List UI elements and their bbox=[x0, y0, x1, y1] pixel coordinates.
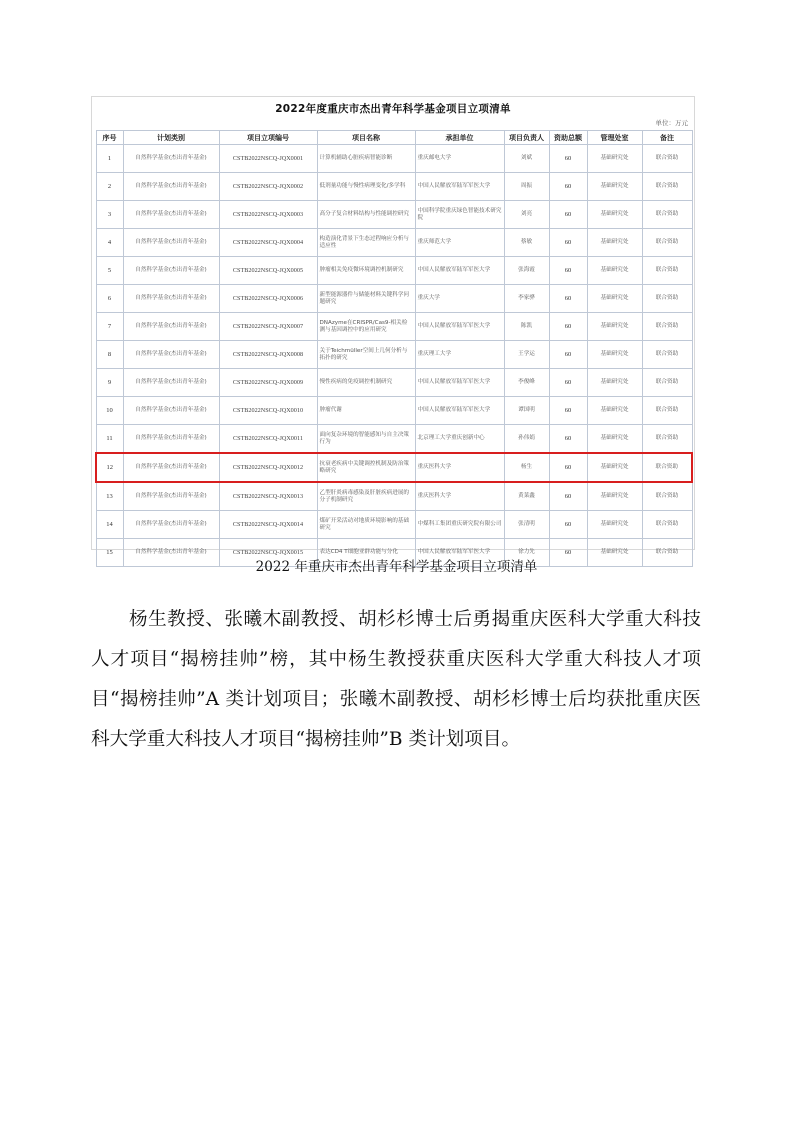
table-row bbox=[96, 369, 692, 397]
remark-cell: 联合资助 bbox=[642, 285, 692, 313]
host-institution-cell: 中国人民解放军陆军军医大学 bbox=[415, 313, 504, 341]
principal-investigator-cell: 孙伟娟 bbox=[504, 425, 549, 454]
management-office-cell: 基础研究处 bbox=[587, 173, 642, 201]
plan-category-cell: 自然科学基金(杰出青年基金) bbox=[123, 257, 219, 285]
remark-cell: 联合资助 bbox=[642, 173, 692, 201]
principal-investigator-cell: 张清明 bbox=[504, 511, 549, 539]
remark-cell: 联合资助 bbox=[642, 341, 692, 369]
table-row bbox=[96, 229, 692, 257]
management-office-cell: 基础研究处 bbox=[587, 341, 642, 369]
remark-cell: 联合资助 bbox=[642, 511, 692, 539]
management-office-cell: 基础研究处 bbox=[587, 201, 642, 229]
table-title: 2022年度重庆市杰出青年科学基金项目立项清单 bbox=[275, 103, 511, 115]
principal-investigator-cell: 杨生 bbox=[504, 453, 549, 482]
principal-investigator-cell: 李俊峰 bbox=[504, 369, 549, 397]
row-number-cell: 10 bbox=[96, 397, 123, 425]
principal-investigator-cell: 黄菜鑫 bbox=[504, 482, 549, 511]
management-office-cell: 基础研究处 bbox=[587, 229, 642, 257]
remark-cell: 联合资助 bbox=[642, 482, 692, 511]
project-name-cell: 低剂量功能与慢性病理变化/多学科 bbox=[317, 173, 415, 201]
plan-category-cell: 自然科学基金(杰出青年基金) bbox=[123, 285, 219, 313]
column-header: 计划类别 bbox=[123, 131, 219, 145]
table-row bbox=[96, 145, 692, 173]
management-office-cell: 基础研究处 bbox=[587, 145, 642, 173]
project-name-cell: 肿瘤代谢 bbox=[317, 397, 415, 425]
funding-amount-cell: 60 bbox=[549, 257, 587, 285]
table-row bbox=[96, 257, 692, 285]
project-name-cell: DNAzyme在CRISPR/Cas9-相关检测与基因调控中的应用研究 bbox=[317, 313, 415, 341]
table-header-row bbox=[96, 131, 692, 145]
table-row bbox=[96, 285, 692, 313]
plan-category-cell: 自然科学基金(杰出青年基金) bbox=[123, 453, 219, 482]
row-number-cell: 1 bbox=[96, 145, 123, 173]
plan-category-cell: 自然科学基金(杰出青年基金) bbox=[123, 539, 219, 567]
project-code-cell: CSTB2022NSCQ-JQX0007 bbox=[219, 313, 317, 341]
row-number-cell: 6 bbox=[96, 285, 123, 313]
row-number-cell: 12 bbox=[96, 453, 123, 482]
project-name-cell: 煤矿开采活动对地质环境影响的基础研究 bbox=[317, 511, 415, 539]
principal-investigator-cell: 谭国明 bbox=[504, 397, 549, 425]
project-code-cell: CSTB2022NSCQ-JQX0001 bbox=[219, 145, 317, 173]
plan-category-cell: 自然科学基金(杰出青年基金) bbox=[123, 313, 219, 341]
host-institution-cell: 中国人民解放军陆军军医大学 bbox=[415, 539, 504, 567]
row-number-cell: 5 bbox=[96, 257, 123, 285]
project-name-cell: 慢性疾病的免疫调控机制研究 bbox=[317, 369, 415, 397]
column-header: 项目名称 bbox=[317, 131, 415, 145]
project-table bbox=[95, 130, 693, 567]
plan-category-cell: 自然科学基金(杰出青年基金) bbox=[123, 201, 219, 229]
management-office-cell: 基础研究处 bbox=[587, 425, 642, 454]
funding-amount-cell: 60 bbox=[549, 369, 587, 397]
project-name-cell: 面向复杂环境的智能感知与自主决策行为 bbox=[317, 425, 415, 454]
column-header: 序号 bbox=[96, 131, 123, 145]
plan-category-cell: 自然科学基金(杰出青年基金) bbox=[123, 511, 219, 539]
host-institution-cell: 北京理工大学重庆创新中心 bbox=[415, 425, 504, 454]
table-row bbox=[96, 397, 692, 425]
funding-amount-cell: 60 bbox=[549, 453, 587, 482]
host-institution-cell: 重庆理工大学 bbox=[415, 341, 504, 369]
column-header: 管理处室 bbox=[587, 131, 642, 145]
project-name-cell: 抗衰老疾病中关键调控机制及防治策略研究 bbox=[317, 453, 415, 482]
principal-investigator-cell: 周振 bbox=[504, 173, 549, 201]
principal-investigator-cell: 王学运 bbox=[504, 341, 549, 369]
management-office-cell: 基础研究处 bbox=[587, 313, 642, 341]
project-code-cell: CSTB2022NSCQ-JQX0015 bbox=[219, 539, 317, 567]
project-code-cell: CSTB2022NSCQ-JQX0011 bbox=[219, 425, 317, 454]
table-row bbox=[96, 482, 692, 511]
host-institution-cell: 重庆医科大学 bbox=[415, 453, 504, 482]
table-row bbox=[96, 425, 692, 454]
plan-category-cell: 自然科学基金(杰出青年基金) bbox=[123, 482, 219, 511]
funding-amount-cell: 60 bbox=[549, 313, 587, 341]
principal-investigator-cell: 刘亮 bbox=[504, 201, 549, 229]
project-code-cell: CSTB2022NSCQ-JQX0009 bbox=[219, 369, 317, 397]
row-number-cell: 4 bbox=[96, 229, 123, 257]
remark-cell: 联合资助 bbox=[642, 369, 692, 397]
project-code-cell: CSTB2022NSCQ-JQX0008 bbox=[219, 341, 317, 369]
table-row bbox=[96, 173, 692, 201]
host-institution-cell: 中国人民解放军陆军军医大学 bbox=[415, 369, 504, 397]
management-office-cell: 基础研究处 bbox=[587, 369, 642, 397]
project-name-cell: 高分子复合材料结构与性能调控研究 bbox=[317, 201, 415, 229]
project-code-cell: CSTB2022NSCQ-JQX0013 bbox=[219, 482, 317, 511]
remark-cell: 联合资助 bbox=[642, 539, 692, 567]
funding-amount-cell: 60 bbox=[549, 482, 587, 511]
host-institution-cell: 重庆师范大学 bbox=[415, 229, 504, 257]
project-code-cell: CSTB2022NSCQ-JQX0004 bbox=[219, 229, 317, 257]
table-row bbox=[96, 453, 692, 482]
figure-caption: 2022 年重庆市杰出青年科学基金项目立项清单 bbox=[255, 559, 538, 575]
principal-investigator-cell: 徐力先 bbox=[504, 539, 549, 567]
row-number-cell: 14 bbox=[96, 511, 123, 539]
principal-investigator-cell: 李家骅 bbox=[504, 285, 549, 313]
table-row bbox=[96, 201, 692, 229]
remark-cell: 联合资助 bbox=[642, 313, 692, 341]
host-institution-cell: 中国人民解放军陆军军医大学 bbox=[415, 257, 504, 285]
management-office-cell: 基础研究处 bbox=[587, 453, 642, 482]
management-office-cell: 基础研究处 bbox=[587, 482, 642, 511]
column-header: 备注 bbox=[642, 131, 692, 145]
remark-cell: 联合资助 bbox=[642, 425, 692, 454]
host-institution-cell: 中煤科工集团重庆研究院有限公司 bbox=[415, 511, 504, 539]
remark-cell: 联合资助 bbox=[642, 229, 692, 257]
management-office-cell: 基础研究处 bbox=[587, 397, 642, 425]
funding-amount-cell: 60 bbox=[549, 425, 587, 454]
management-office-cell: 基础研究处 bbox=[587, 257, 642, 285]
plan-category-cell: 自然科学基金(杰出青年基金) bbox=[123, 397, 219, 425]
project-code-cell: CSTB2022NSCQ-JQX0010 bbox=[219, 397, 317, 425]
project-name-cell: 肿瘤相关免疫微环境调控机制研究 bbox=[317, 257, 415, 285]
remark-cell: 联合资助 bbox=[642, 257, 692, 285]
project-code-cell: CSTB2022NSCQ-JQX0006 bbox=[219, 285, 317, 313]
host-institution-cell: 重庆邮电大学 bbox=[415, 145, 504, 173]
plan-category-cell: 自然科学基金(杰出青年基金) bbox=[123, 341, 219, 369]
project-code-cell: CSTB2022NSCQ-JQX0003 bbox=[219, 201, 317, 229]
article-paragraph: 杨生教授、张曦木副教授、胡杉杉博士后勇揭重庆医科大学重大科技人才项目“揭榜挂帅”榜，其中杨生教授获重庆医科大学重大科技人才项目“揭榜挂帅”A 类计划项目；张曦木副教授、胡杉杉博士后均获批重庆医科大学重大科技人才项目“揭榜挂帅”B 类计划项目。 bbox=[91, 609, 701, 750]
column-header: 承担单位 bbox=[415, 131, 504, 145]
management-office-cell: 基础研究处 bbox=[587, 511, 642, 539]
column-header: 资助总额 bbox=[549, 131, 587, 145]
column-header: 项目立项编号 bbox=[219, 131, 317, 145]
project-name-cell: 新型能源器件与储能材料关键科学问题研究 bbox=[317, 285, 415, 313]
project-code-cell: CSTB2022NSCQ-JQX0014 bbox=[219, 511, 317, 539]
row-number-cell: 11 bbox=[96, 425, 123, 454]
plan-category-cell: 自然科学基金(杰出青年基金) bbox=[123, 369, 219, 397]
principal-investigator-cell: 陈凯 bbox=[504, 313, 549, 341]
project-list-table-image bbox=[91, 96, 695, 556]
project-name-cell: 表达CD4 T细胞亚群功能与分化 bbox=[317, 539, 415, 567]
table-row bbox=[96, 341, 692, 369]
row-number-cell: 13 bbox=[96, 482, 123, 511]
principal-investigator-cell: 刘斌 bbox=[504, 145, 549, 173]
project-name-cell: 乙型肝炎病毒感染及肝脏疾病进展的分子机制研究 bbox=[317, 482, 415, 511]
management-office-cell: 基础研究处 bbox=[587, 539, 642, 567]
row-number-cell: 2 bbox=[96, 173, 123, 201]
principal-investigator-cell: 蔡敏 bbox=[504, 229, 549, 257]
funding-amount-cell: 60 bbox=[549, 145, 587, 173]
project-name-cell: 关于Teichmüller空间上几何分析与拓扑的研究 bbox=[317, 341, 415, 369]
row-number-cell: 9 bbox=[96, 369, 123, 397]
remark-cell: 联合资助 bbox=[642, 201, 692, 229]
plan-category-cell: 自然科学基金(杰出青年基金) bbox=[123, 229, 219, 257]
table-row bbox=[96, 313, 692, 341]
plan-category-cell: 自然科学基金(杰出青年基金) bbox=[123, 425, 219, 454]
funding-amount-cell: 60 bbox=[549, 285, 587, 313]
management-office-cell: 基础研究处 bbox=[587, 285, 642, 313]
table-row bbox=[96, 511, 692, 539]
project-name-cell: 构造演化背景下生态过程响应分析与适应性 bbox=[317, 229, 415, 257]
column-header: 项目负责人 bbox=[504, 131, 549, 145]
host-institution-cell: 中国科学院重庆绿色智能技术研究院 bbox=[415, 201, 504, 229]
funding-amount-cell: 60 bbox=[549, 201, 587, 229]
project-code-cell: CSTB2022NSCQ-JQX0005 bbox=[219, 257, 317, 285]
funding-amount-cell: 60 bbox=[549, 341, 587, 369]
funding-amount-cell: 60 bbox=[549, 229, 587, 257]
funding-amount-cell: 60 bbox=[549, 539, 587, 567]
row-number-cell: 3 bbox=[96, 201, 123, 229]
principal-investigator-cell: 张海霞 bbox=[504, 257, 549, 285]
host-institution-cell: 中国人民解放军陆军军医大学 bbox=[415, 397, 504, 425]
row-number-cell: 8 bbox=[96, 341, 123, 369]
remark-cell: 联合资助 bbox=[642, 397, 692, 425]
unit-note: 单位：万元 bbox=[655, 119, 688, 127]
funding-amount-cell: 60 bbox=[549, 397, 587, 425]
funding-amount-cell: 60 bbox=[549, 511, 587, 539]
project-name-cell: 计算机辅助心脏疾病智能诊断 bbox=[317, 145, 415, 173]
remark-cell: 联合资助 bbox=[642, 145, 692, 173]
host-institution-cell: 中国人民解放军陆军军医大学 bbox=[415, 173, 504, 201]
plan-category-cell: 自然科学基金(杰出青年基金) bbox=[123, 173, 219, 201]
row-number-cell: 7 bbox=[96, 313, 123, 341]
project-code-cell: CSTB2022NSCQ-JQX0012 bbox=[219, 453, 317, 482]
plan-category-cell: 自然科学基金(杰出青年基金) bbox=[123, 145, 219, 173]
remark-cell: 联合资助 bbox=[642, 453, 692, 482]
row-number-cell: 15 bbox=[96, 539, 123, 567]
project-code-cell: CSTB2022NSCQ-JQX0002 bbox=[219, 173, 317, 201]
host-institution-cell: 重庆大学 bbox=[415, 285, 504, 313]
host-institution-cell: 重庆医科大学 bbox=[415, 482, 504, 511]
funding-amount-cell: 60 bbox=[549, 173, 587, 201]
